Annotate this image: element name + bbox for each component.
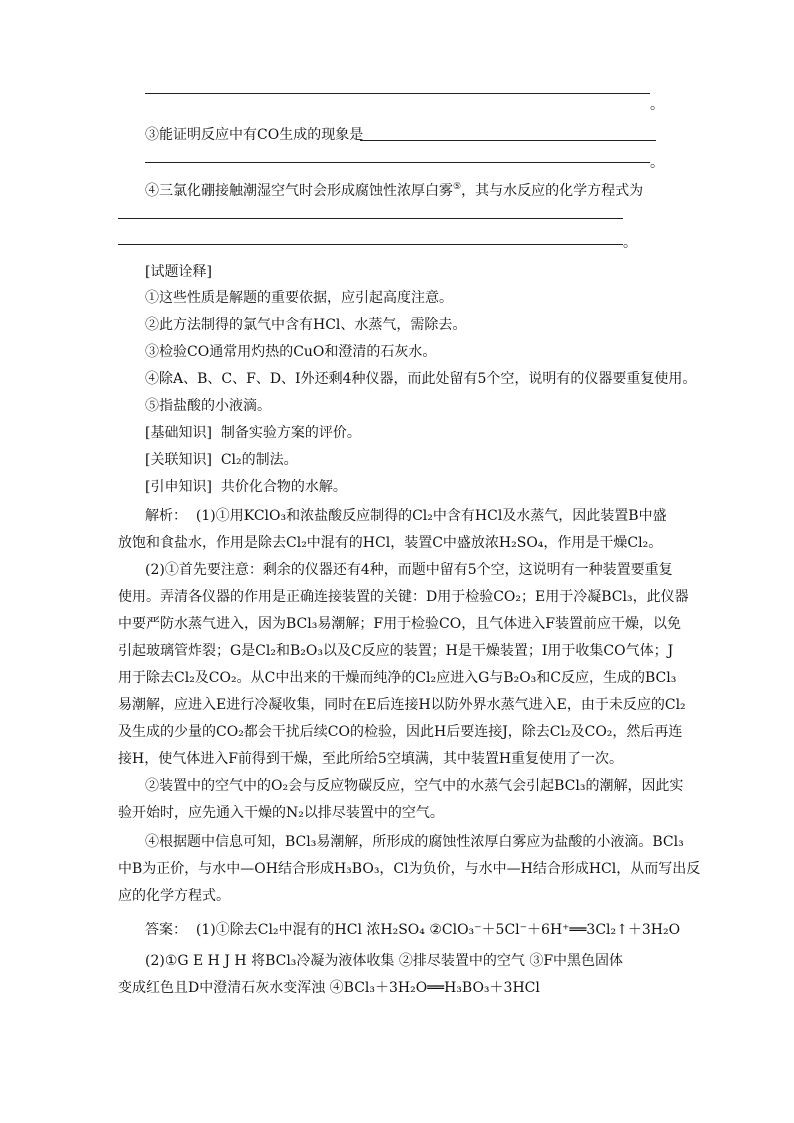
knowledge-tag: [基础知识] bbox=[145, 425, 212, 441]
period: 。 bbox=[650, 155, 664, 171]
answer-text: (1)①除去Cl₂中混有的HCl 浓H₂SO₄ ②ClO₃⁻＋5Cl⁻＋6H⁺══3Cl₂↑＋3H₂O bbox=[195, 922, 681, 938]
analysis-p4-line: 应的化学方程式。 bbox=[118, 888, 230, 904]
analysis-label: 解析： bbox=[145, 508, 187, 524]
item4-text: ④三氯化硼接触潮湿空气时会形成腐蚀性浓厚白雾 bbox=[145, 183, 453, 199]
analysis-p2-line: 及生成的少量的CO₂都会干扰后续CO的检验，因此H后要连接J，除去Cl₂及CO₂，然后再连 bbox=[118, 724, 683, 740]
analysis-p2-line: 用于除去Cl₂及CO₂。从C中出来的干燥而纯净的Cl₂应进入G与B₂O₃和C反应，生成的BCl₃ bbox=[118, 670, 677, 686]
period: 。 bbox=[623, 235, 637, 251]
footnote-mark: ⑤ bbox=[453, 182, 462, 192]
answer-blank-line[interactable] bbox=[145, 93, 650, 94]
analysis-p2-line: 易潮解，应进入E进行冷凝收集，同时在E后连接H以防外界水蒸气进入E，由于未反应的Cl₂ bbox=[118, 697, 686, 713]
analysis-text: (1)①用KClO₃和浓盐酸反应制得的Cl₂中含有HCl及水蒸气，因此装置B中盛 bbox=[195, 508, 667, 524]
annotation-note: ②此方法制得的氯气中含有HCl、水蒸气，需除去。 bbox=[145, 317, 467, 333]
annotation-note: ①这些性质是解题的重要依据，应引起高度注意。 bbox=[145, 290, 453, 306]
answer-label: 答案： bbox=[145, 922, 187, 938]
period: 。 bbox=[650, 97, 664, 113]
annotation-note: ③检验CO通常用灼热的CuO和澄清的石灰水。 bbox=[145, 344, 437, 360]
answer-blank-line[interactable] bbox=[145, 162, 650, 163]
analysis-p2-line: 使用。弄清各仪器的作用是正确连接装置的关键：D用于检验CO₂；E用于冷凝BCl₃，此仪器 bbox=[118, 589, 689, 605]
analysis-p3-line: 验开始时，应先通入干燥的N₂以排尽装置中的空气。 bbox=[118, 805, 444, 821]
answer-blank-line[interactable] bbox=[360, 140, 656, 141]
answer-line-2: (2)①G E H J H 将BCl₃冷凝为液体收集 ②排尽装置中的空气 ③F中黑色固体 bbox=[145, 953, 624, 969]
knowledge-extended bbox=[145, 477, 347, 497]
knowledge-text: 制备实验方案的评价。 bbox=[220, 425, 361, 441]
analysis-p1-line2: 放饱和食盐水，作用是除去Cl₂中混有的HCl，装置C中盛放浓H₂SO₄，作用是干燥Cl₂。 bbox=[118, 535, 663, 551]
annotation-header: [试题诠释] bbox=[145, 264, 212, 280]
knowledge-tag: [关联知识] bbox=[145, 452, 212, 468]
knowledge-basic bbox=[145, 423, 361, 443]
analysis-p4-line: ④根据题中信息可知，BCl₃易潮解，所形成的腐蚀性浓厚白雾应为盐酸的小液滴。BCl₃ bbox=[145, 834, 684, 850]
answer-blank-line[interactable] bbox=[118, 218, 623, 219]
analysis-p2-line: (2)①首先要注意：剩余的仪器还有4种，而题中留有5个空，这说明有一种装置要重复 bbox=[145, 562, 673, 578]
question-item-3: ③能证明反应中有CO生成的现象是 bbox=[145, 127, 364, 143]
analysis-p1-line1 bbox=[145, 506, 667, 526]
item4-tail: ，其与水反应的化学方程式为 bbox=[461, 183, 644, 199]
knowledge-text: Cl₂的制法。 bbox=[220, 452, 298, 468]
knowledge-related bbox=[145, 450, 298, 470]
analysis-p4-line: 中B为正价，与水中—OH结合形成H₃BO₃，Cl为负价，与水中—H结合形成HCl，从而写出反 bbox=[118, 861, 701, 877]
analysis-p2-line: 接H，使气体进入F前得到干燥，至此所给5空填满，其中装置H重复使用了一次。 bbox=[118, 751, 624, 767]
analysis-p2-line: 引起玻璃管炸裂；G是Cl₂和B₂O₃以及C反应的装置；H是干燥装置；I用于收集CO气体；J bbox=[118, 643, 674, 659]
analysis-p2-line: 中要严防水蒸气进入，因为BCl₃易潮解；F用于检验CO，且气体进入F装置前应干燥，以免 bbox=[118, 616, 681, 632]
analysis-p3-line: ②装置中的空气中的O₂会与反应物碳反应，空气中的水蒸气会引起BCl₃的潮解，因此实 bbox=[145, 778, 684, 794]
answer-line-3: 变成红色且D中澄清石灰水变浑浊 ④BCl₃＋3H₂O══H₃BO₃＋3HCl bbox=[118, 980, 540, 996]
answer-line-1 bbox=[145, 920, 680, 940]
annotation-note: ⑤指盐酸的小液滴。 bbox=[145, 398, 271, 414]
annotation-note: ④除A、B、C、F、D、I外还剩4种仪器，而此处留有5个空，说明有的仪器要重复使用。 bbox=[145, 371, 697, 387]
knowledge-text: 共价化合物的水解。 bbox=[220, 479, 347, 495]
knowledge-tag: [引申知识] bbox=[145, 479, 212, 495]
question-item-4 bbox=[145, 177, 643, 201]
answer-blank-line[interactable] bbox=[118, 244, 623, 245]
